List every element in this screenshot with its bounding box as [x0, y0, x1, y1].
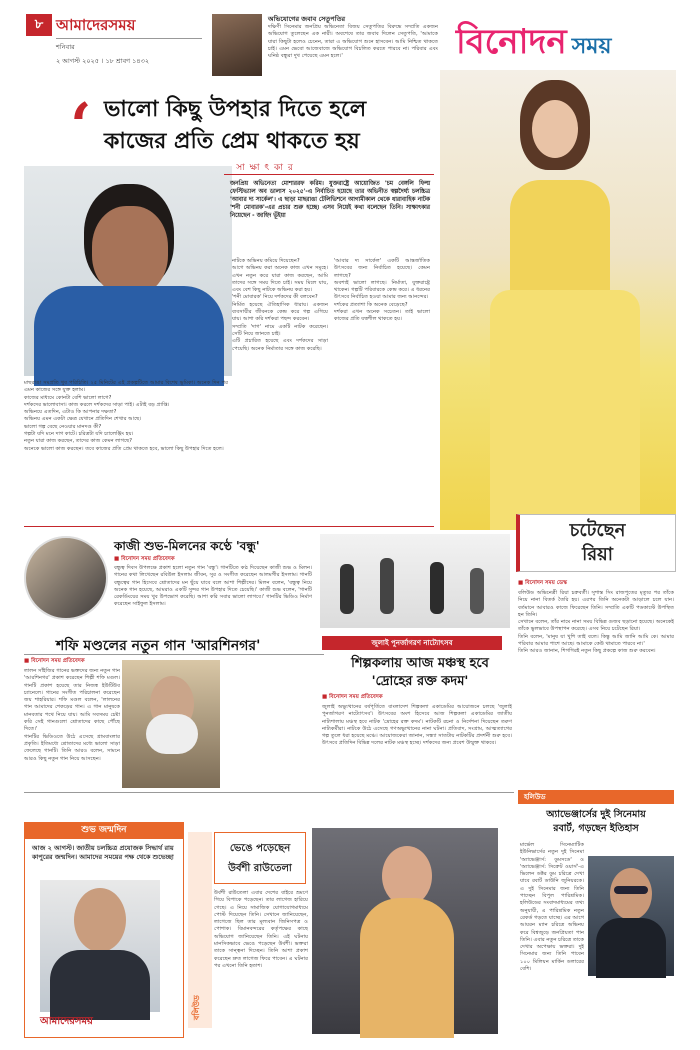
- masthead-date: ২ আগস্ট ২০২৫ । ১৮ শ্রাবণ ১৪৩২: [56, 57, 150, 65]
- siddharth-photo: [40, 880, 160, 1012]
- riya-headline-2: রিয়া: [582, 544, 613, 565]
- hollywood-headline-1: অ্যাভেঞ্জার্সের দুই সিনেমায়: [546, 809, 646, 820]
- teaser-title: অভিযোগের জবাব সেতুপতির: [268, 15, 346, 23]
- shafi-body: লালন সাঁইজির গানের ভক্তদের জন্য নতুন গান 'আরশিনগর' প্রকাশ করেছেন শিল্পী শফি মণ্ডল। গানটি প্রকাশ হয়েছে তার নিজস্ব ইউটিউব চ্যানেলে। গানের সংগীত পরিচালনা করেছেন জয় শাহরিয়ার। শফি মণ্ডল বলেন, 'লালনের গান আমাদের শেকড়ের গান। এ গান মানুষকে মানবতার পথে নিয়ে যায়। আমি সবসময় চেষ্টা করি সেই গানগুলো শ্রোতাদের কাছে পৌঁছে দিতে।' গানটির ভিডিওতে উঠে এসেছে গ্রামবাংলার প্রকৃতি। ইতিমধ্যে শ্রোতাদের মধ্যে ভালো সাড়া ফেলেছে গানটি। তিনি আরও বলেন, সামনে আরও কিছু নতুন গান নিয়ে আসছেন।: [24, 668, 120, 762]
- masthead-rule: [56, 38, 202, 39]
- interview-label: সা ক্ষা ৎ কা র: [236, 163, 294, 173]
- hollywood-body: মার্ভেল সিনেম্যাটিক ইউনিভার্সের নতুন দুই সিনেমা 'অ্যাভেঞ্জার্স: ডুমসডে' ও 'অ্যাভেঞ্জার্স: সিক্রেট ওয়ার্স'-এ ভিলেন ডক্টর ডুম চরিত্রে দেখা যাবে রবার্ট ডাউনি জুনিয়রকে। এ দুই সিনেমার জন্য তিনি পাচ্ছেন বিপুল পারিশ্রমিক। হলিউডের সংবাদমাধ্যমের তথ্য অনুযায়ী, এ পারিশ্রমিক নতুন রেকর্ড গড়তে যাচ্ছে। এর আগে আয়রন ম্যান চরিত্রে অভিনয় করে বিশ্বজুড়ে জনপ্রিয়তা পান তিনি। এবার নতুন চরিত্রে তাকে দেখার অপেক্ষায় ভক্তরা। দুই সিনেমার জন্য তিনি পাবেন ১০০ মিলিয়ন মার্কিন ডলারের বেশি।: [520, 842, 586, 973]
- interview-bottom-rule: [24, 526, 434, 527]
- birthday-tag: শুভ জন্মদিন: [24, 822, 184, 838]
- drama-body: জুলাই অভ্যুত্থানের বর্ষপূর্তিতে বাংলাদেশ শিল্পকলা একাডেমির আয়োজনে চলছে 'জুলাই পুনর্জাগরণ নাট্যোৎসব'। উৎসবের অংশ হিসেবে আজ শিল্পকলা একাডেমির জাতীয় নাট্যশালায় মঞ্চস্থ হবে নাটক 'দ্রোহের রক্ত কদম'। নাটকটি রচনা ও নির্দেশনা দিয়েছেন তরুণ নাট্যকর্মীরা। নাটকে উঠে এসেছে গণঅভ্যুত্থানের নানা ঘটনা। প্রতিবাদ, সংগ্রাম, আত্মত্যাগের গল্প তুলে ধরা হয়েছে মঞ্চে। আয়োজকেরা জানান, সন্ধ্যা সাতটায় নাটকটির প্রদর্শনী শুরু হবে। উৎসবে প্রতিদিন বিভিন্ন দলের নাটক মঞ্চস্থ হচ্ছে। দর্শকদের জন্য প্রবেশ উন্মুক্ত থাকবে।: [322, 704, 514, 747]
- mosharraf-photo: [24, 166, 232, 376]
- shafi-headline: শফি মণ্ডলের নতুন গান 'আরশিনগর': [56, 638, 261, 654]
- shafi-rule: [24, 654, 324, 655]
- drama-headline-2: 'দ্রোহের রক্ত কদম': [371, 674, 469, 689]
- urvashi-headline-1: ভেঙে পড়েছেন: [229, 843, 291, 854]
- bollywood-tag: বলিউড: [192, 995, 201, 1020]
- middle-rule: [24, 792, 514, 793]
- section-logo: [456, 16, 676, 66]
- drama-byline: ■ বিনোদন সময় প্রতিবেদক: [322, 694, 383, 700]
- robert-photo: [588, 856, 674, 976]
- riya-body: বলিউড অভিনেত্রী রিয়া চক্রবর্তী। সুশান্ত সিং রাজপুতের মৃত্যুর পর তাঁকে নিয়ে নানা বিতর্ক তৈরি হয়। এরপর তিনি অনেকটা আড়ালে চলে যান। বর্তমানে আবারও কাজে ফিরেছেন তিনি। সম্প্রতি একটি পডকাস্টে উপস্থিত হন তিনি। সেখানে বলেন, তাঁর নামে নানা সময় বিভিন্ন গুজব ছড়ানো হয়েছে। অনেকেই তাঁকে ভুলভাবে উপস্থাপন করেছে। এসব নিয়ে চটেছেন রিয়া। তিনি বলেন, 'মানুষ যা খুশি তাই বলে। কিন্তু আমি জানি আমি কে। আমার পরিবার আমার পাশে আছে। আমাকে কেউ থামাতে পারবে না।' তিনি আরও জানান, শিগগিরই নতুন কিছু প্রকল্পে কাজ শুরু করবেন।: [518, 590, 674, 655]
- quote-mark: ‘: [70, 89, 92, 162]
- interview-column-3: মাছরাঙা সমপ্রতি খুব পরিচিতি। ২৫ মিনিটের এই প্রকল্পটিতে আমার বিশেষ ভূমিকা। অনেক দিন পর এমন কাজের সঙ্গে যুক্ত হলাম। কাজের মাধ্যমে কোনটা বেশি ভালো লাগে? দর্শকদের ভালোবাসা। কাজ করলে দর্শকদের সাড়া পাই। এটাই বড় প্রাপ্তি। অভিনয়ে এতদিন, এটাও কি আপনার দক্ষতা? অভিনয় এমন একটা ক্ষেত্র যেখানে প্রতিদিন শেখার আছে। ভালো গল্প বেছে নেওয়ার মানদণ্ড কী? গল্পটা যদি মনে দাগ কাটে। চরিত্রটা যদি চ্যালেঞ্জিং হয়। নতুন যারা কাজ করছেন, তাদের কাজ কেমন লাগছে? অনেকে ভালো কাজ করছেন। তবে কাজের প্রতি প্রেম থাকতে হবে, ভালো কিছু উপহার দিতে হলে।: [24, 380, 228, 452]
- birthday-text: আজ ২ আগস্ট। জাতীয় চলচ্চিত্র প্রযোজক সিদ্ধার্থ রায় কাপুরের জন্মদিন। আমাদের সময়ের পক্ষ থেকে শুভেচ্ছা: [32, 844, 174, 861]
- drama-tag: জুলাই পুনর্জাগরণ নাট্যোৎসব: [322, 636, 502, 650]
- shafi-byline: ■ বিনোদন সময় প্রতিবেদক: [24, 658, 85, 664]
- section-logo-suffix: সময়: [571, 33, 612, 59]
- urvashi-headline-2: উর্বশী রাউতেলা: [228, 863, 292, 874]
- drama-headline-1: শিল্পকলায় আজ মঞ্চস্থ হবে: [351, 656, 489, 671]
- kazi-body: বন্ধুত্ব দিবস উপলক্ষে প্রকাশ হলো নতুন গান 'বন্ধু'। গানটিতে কণ্ঠ দিয়েছেন কাজী শুভ ও মিলন। গানের কথা লিখেছেন রবিউল ইসলাম জীবন, সুর ও সংগীত করেছেন আলমগীর ইসলাম। গানটি বন্ধুত্বের গান হিসেবে শ্রোতাদের মন ছুঁয়ে যাবে বলে আশা শিল্পীদের। মিলন বলেন, 'বন্ধুত্ব নিয়ে অনেক গান হয়েছে, আমরাও একটি সুন্দর গান উপহার দিতে চেয়েছি।' কাজী শুভ বলেন, 'গানটি রেকর্ডিংয়ের সময় খুব উপভোগ করেছি। আশা করি সবার ভালো লাগবে।' গানটির ভিডিও নির্মাণ করেছেন সাইফুল ইসলাম।: [114, 565, 314, 608]
- section-logo-main: বিনোদন: [456, 22, 567, 62]
- teaser-text: দক্ষিণী সিনেমার জনপ্রিয় অভিনেতা বিজয় সেতুপতির বিরুদ্ধে সম্প্রতি একজন অভিযোগ তুলেছেন এক নারী। অবশেষে তার জবাব দিলেন সেতুপতি, 'আমাকে যারা কিছুটা হলেও চেনেন, তারা এ অভিযোগ শুনে হাসবেন। আমি নিশ্চিত থাকতে চাই। এমন ভেবো আজেবাজে অভিযোগ বিচলিত করতে পারবে না। পরিবার এবং ঘনিষ্ঠ বন্ধুরা দুখ পেয়েছে এমন হলে।': [268, 24, 440, 60]
- shafi-photo: [122, 660, 220, 788]
- interview-intro: জনপ্রিয় অভিনেতা মোশাররফ করিম। যুক্তরাষ্ট্রে আয়োজিত 'চম বেঙ্গলি ফিল্ম ফেস্টিভ্যাল অব ডালাস ২০২৫'-এ নির্বাচিত হয়েছে তার অভিনীত স্বল্পদৈর্ঘ্য চলচ্চিত্র 'আবার দ্য সার্কেল'। এ ছাড়া মাছরাঙা টেলিভিশনে আগামীকাল থেকে ধারাবাহিক নাটক 'শনী মোবারক'-এর প্রচার শুরু হচ্ছে। এসব নিয়েই কথা বলেছেন তিনি। সাক্ষাৎকার নিয়েছেন - জাহিদ ভূঁইয়া: [230, 181, 433, 219]
- urvashi-headline-box: [214, 832, 306, 884]
- birthday-logo: আমাদেরসময়: [40, 1016, 93, 1027]
- interview-column-1: নাটকে অভিনয় কমিয়ে দিয়েছেন? আগে অভিনয় করা অনেক কাজ এখন সমূহে। এখন নতুন করে যারা কাজ করছেন, আমি তাদের সঙ্গে সময় দিতে চাই। সময় মিলে যায়, এবং বেশ কিছু নাটকে অভিনয় করা হয়। 'শনী মোবারক' নিয়ে দর্শকদের কী বলবেন? নির্মিত হয়েছে ঐতিহাসিক ধারায়। একজন ব্যবসায়ীর জীবনকে কেন্দ্র করে গল্প এগিয়ে যায়। আশা করি দর্শকরা পছন্দ করবেন। সম্প্রতি 'দাগ' নামে একটি নাটক করেছেন। সেটি নিয়ে জানতে চাই। এটি প্রচারিত হয়েছে এবং দর্শকদের সাড়া পেয়েছি। অনেক নির্মাতার সঙ্গে কাজ করেছি।: [232, 258, 328, 352]
- interview-headline-2: কাজের প্রতি প্রেম থাকতে হয়: [104, 128, 360, 154]
- interview-column-2: 'আবার দ্য সার্কেল' একটি আন্তর্জাতিক উৎসবের জন্য নির্বাচিত হয়েছে। কেমন লাগছে? অবশ্যই ভালো লাগছে। নির্মাতা, যুক্তরাষ্ট্রে থাকেন। গল্পটি পরিবারকে কেন্দ্র করে। এ ধরনের উৎসবে নির্বাচিত হওয়া আমার জন্য আনন্দের। দর্শকের প্রত্যাশা কি অনেক বেড়েছে? দর্শকরা এখন অনেক সচেতন। তাই ভালো কাজের প্রতি যত্নশীল থাকতে হয়।: [334, 258, 430, 323]
- hollywood-tag: হলিউড: [518, 790, 674, 804]
- kazi-milon-photo: [24, 536, 108, 620]
- riya-headline-1: চটেছেন: [569, 520, 626, 541]
- kazi-headline: কাজী শুভ-মিলনের কণ্ঠে 'বন্ধু': [114, 539, 260, 553]
- riya-photo: [440, 70, 676, 530]
- riya-headline-box: [516, 514, 676, 572]
- urvashi-body: উর্বশী রাউতেলা এবার দেশের বাইরে ভ্রমণে গিয়ে বিপাকে পড়েছেন। তার লাগেজ হারিয়ে গেছে। এ নিয়ে সামাজিক যোগাযোগমাধ্যমে পোস্ট দিয়েছেন তিনি। সেখানে জানিয়েছেন, লাগেজে ছিল তার মূল্যবান জিনিসপত্র ও পোশাক। বিমানবন্দরের কর্তৃপক্ষের কাছে অভিযোগ জানিয়েছেন তিনি। এই ঘটনায় মানসিকভাবে ভেঙে পড়েছেন উর্বশী। ভক্তরা তাকে সান্ত্বনা দিচ্ছেন। তিনি আশা প্রকাশ করেছেন দ্রুত লাগেজ ফিরে পাবেন। এ ঘটনার পর এখনো তিনি হতাশ।: [214, 890, 310, 969]
- page-number: ৮: [26, 14, 52, 36]
- drama-photo: [320, 534, 510, 628]
- paper-logo: আমাদেরসময়: [56, 16, 136, 34]
- interview-headline-1: ভালো কিছু উপহার দিতে হলে: [104, 96, 367, 122]
- riya-byline: ■ বিনোদন সময় ডেস্ক: [518, 580, 568, 586]
- masthead-day: শনিবার: [56, 43, 75, 51]
- urvashi-photo: [312, 828, 498, 1034]
- hollywood-headline-2: রবার্ট, গড়ছেন ইতিহাস: [553, 823, 639, 834]
- kazi-byline: ■ বিনোদন সময় প্রতিবেদক: [114, 556, 175, 562]
- label-rule: [224, 174, 434, 175]
- sethupathi-photo: [212, 14, 262, 76]
